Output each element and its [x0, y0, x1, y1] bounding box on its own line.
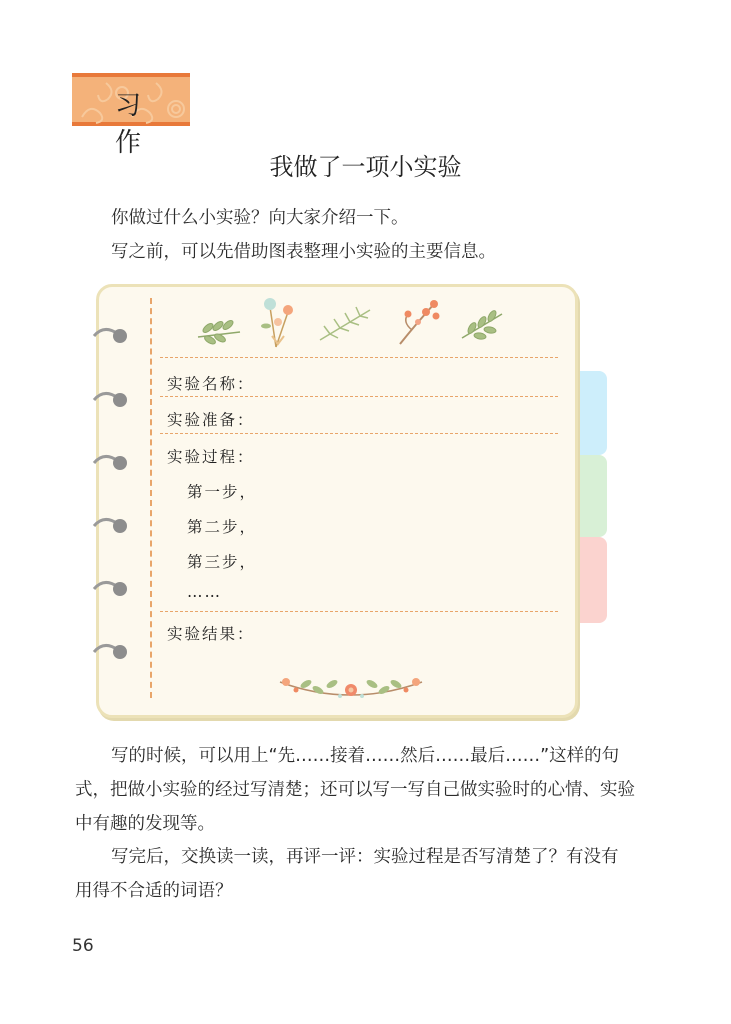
notebook-margin-line	[150, 298, 152, 698]
experiment-prep-label: 实验准备：	[167, 411, 255, 429]
intro-line-2: 写之前，可以先借助图表整理小实验的主要信息。	[111, 242, 496, 262]
experiment-name-label: 实验名称：	[167, 375, 255, 393]
step-two-label: 第二步，	[187, 518, 258, 536]
body-paragraph-1: 写的时候，可以用上“先……接着……然后……最后……”这样的句式，把做小实验的经过写清楚；还可以写一写自己做实验时的心情、实验中有趣的发现等。	[75, 746, 635, 834]
page-number: 56	[72, 936, 94, 956]
divider-line	[160, 611, 558, 612]
botanical-decoration-icon	[190, 292, 520, 352]
experiment-process-label: 实验过程：	[167, 448, 255, 466]
ellipsis-label: ……	[187, 583, 222, 601]
floral-garland-icon	[276, 670, 426, 704]
section-tag	[72, 73, 190, 158]
step-one-label: 第一步，	[187, 483, 258, 501]
divider-line	[160, 357, 558, 358]
divider-line	[160, 396, 558, 397]
page-title: 我做了一项小实验	[269, 153, 462, 181]
divider-line	[160, 433, 558, 434]
step-three-label: 第三步，	[187, 553, 258, 571]
body-paragraph-2: 写完后，交换读一读，再评一评：实验过程是否写清楚了？有没有用得不合适的词语？	[75, 847, 619, 901]
spiral-rings-icon	[92, 322, 132, 672]
experiment-result-label: 实验结果：	[167, 625, 255, 643]
intro-line-1: 你做过什么小实验？向大家介绍一下。	[111, 208, 409, 228]
section-tag-label: 习 作	[114, 91, 161, 158]
